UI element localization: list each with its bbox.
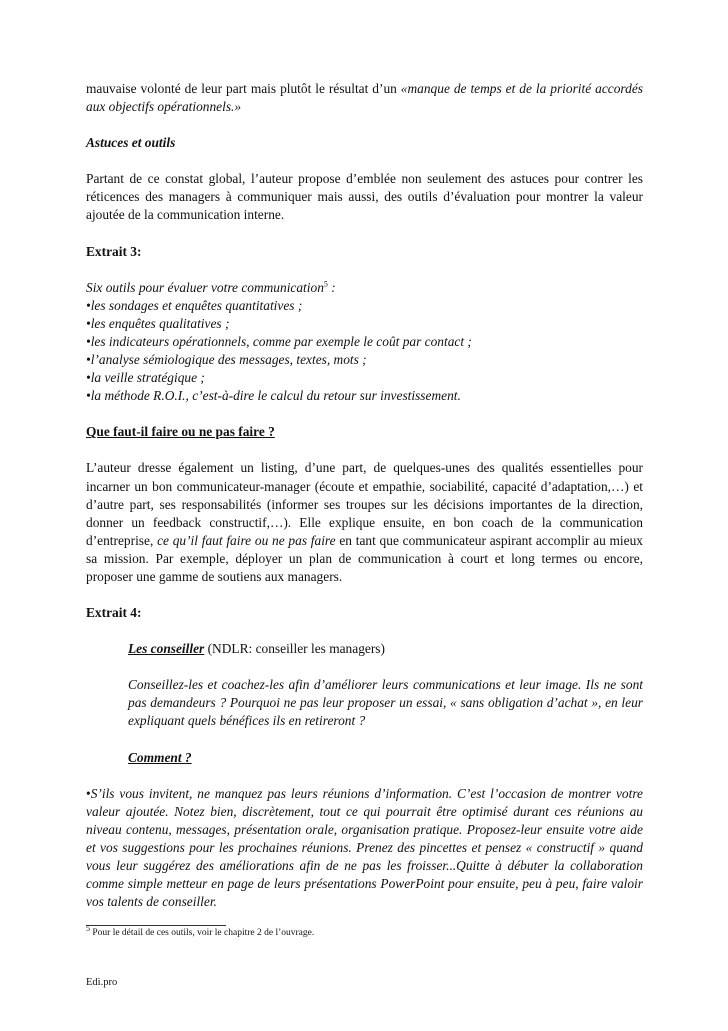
bullet-icon: •: [86, 297, 91, 313]
list-item: •les enquêtes qualitatives ;: [86, 315, 230, 331]
list-item: •la veille stratégique ;: [86, 370, 205, 386]
page-footer: Edi.pro: [86, 977, 118, 988]
heading-extrait-4: Extrait 4:: [86, 605, 142, 621]
bullet-icon: •: [86, 315, 91, 331]
list-item: •l’analyse sémiologique des messages, textes, mots ;: [86, 352, 367, 368]
outils-list: [86, 297, 643, 406]
comment-heading: Comment ?: [128, 749, 192, 765]
outils-title: Six outils pour évaluer votre communication$^5$ :: [86, 279, 336, 295]
list-item: •les indicateurs opérationnels, comme par exemple le coût par contact ;: [86, 333, 472, 349]
list-item: •les sondages et enquêtes quantitatives ;: [86, 297, 303, 313]
paragraph-auteur: L’auteur dresse également un listing, d’une part, de quelques-unes des qualités essentielles pour incarner un bon communicateur-manager (écoute et empathie, sociabilité, capacité d’adaptation,…) et d’autre part, ses responsabilités (informer ses troupes sur les décisions importantes de la direction, donner un feedback constructif,…). Elle explique ensuite, en bon coach de la communication d’entreprise, ce qu’il faut faire ou ne pas faire en tant que communicateur aspirant accomplir au mieux sa mission. Par exemple, déployer un plan de communication à court et long termes ou encore, proposer une gamme de soutiens aux managers.: [86, 460, 643, 584]
conseiller-heading: Les conseiller (NDLR: conseiller les managers): [128, 641, 385, 657]
list-item: •la méthode R.O.I., c’est-à-dire le calcul du retour sur investissement.: [86, 388, 461, 404]
paragraph-reunions: •S’ils vous invitent, ne manquez pas leurs réunions d’information. C’est l’occasion de montrer votre valeur ajoutée. Notez bien, discrètement, tout ce qui pourrait être optimisé durant ces réunions au niveau contenu, messages, présentation orale, organisation pratique. Proposez-leur ensuite votre aide et vos suggestions pour les prochaines réunions. Prenez des pincettes et pensez « constructif » quand vous leur suggérez des améliorations afin de ne pas les froisser...Quitte à débuter la collaboration comme simple metteur en page de leurs présentations PowerPoint pour ensuite, peu à peu, faire valoir vos talents de conseiller.: [86, 785, 643, 910]
heading-que-faut-il: Que faut-il faire ou ne pas faire ?: [86, 424, 275, 440]
paragraph-intro: mauvaise volonté de leur part mais plutôt le résultat d’un «manque de temps et de la priorité accordés aux objectifs opérationnels.»: [86, 81, 643, 115]
bullet-icon: •: [86, 352, 91, 368]
conseiller-text: Conseillez-les et coachez-les afin d’améliorer leurs communications et leur image. Ils ne sont pas demandeurs ? Pourquoi ne pas leur proposer un essai, « sans obligation d’achat », en leur expliquant quels bénéfices ils en retireront ?: [128, 677, 643, 729]
page-body: [86, 80, 643, 911]
bullet-icon: •: [86, 370, 91, 386]
heading-extrait-3: Extrait 3:: [86, 243, 142, 259]
footnote-divider: [86, 925, 226, 926]
footnote: $^5$ Pour le détail de ces outils, voir le chapitre 2 de l’ouvrage.: [86, 923, 315, 938]
paragraph-astuces: Partant de ce constat global, l’auteur propose d’emblée non seulement des astuces pour contrer les réticences des managers à communiquer mais aussi, des outils d’évaluation pour montrer la valeur ajoutée de la communication interne.: [86, 171, 643, 223]
footnote-ref: 5: [323, 279, 328, 289]
bullet-icon: •: [86, 785, 91, 801]
bullet-icon: •: [86, 388, 91, 404]
quote: «manque de temps et de la priorité accordés aux objectifs opérationnels.»: [86, 81, 643, 115]
heading-astuces: Astuces et outils: [86, 135, 176, 151]
bullet-icon: •: [86, 333, 91, 349]
